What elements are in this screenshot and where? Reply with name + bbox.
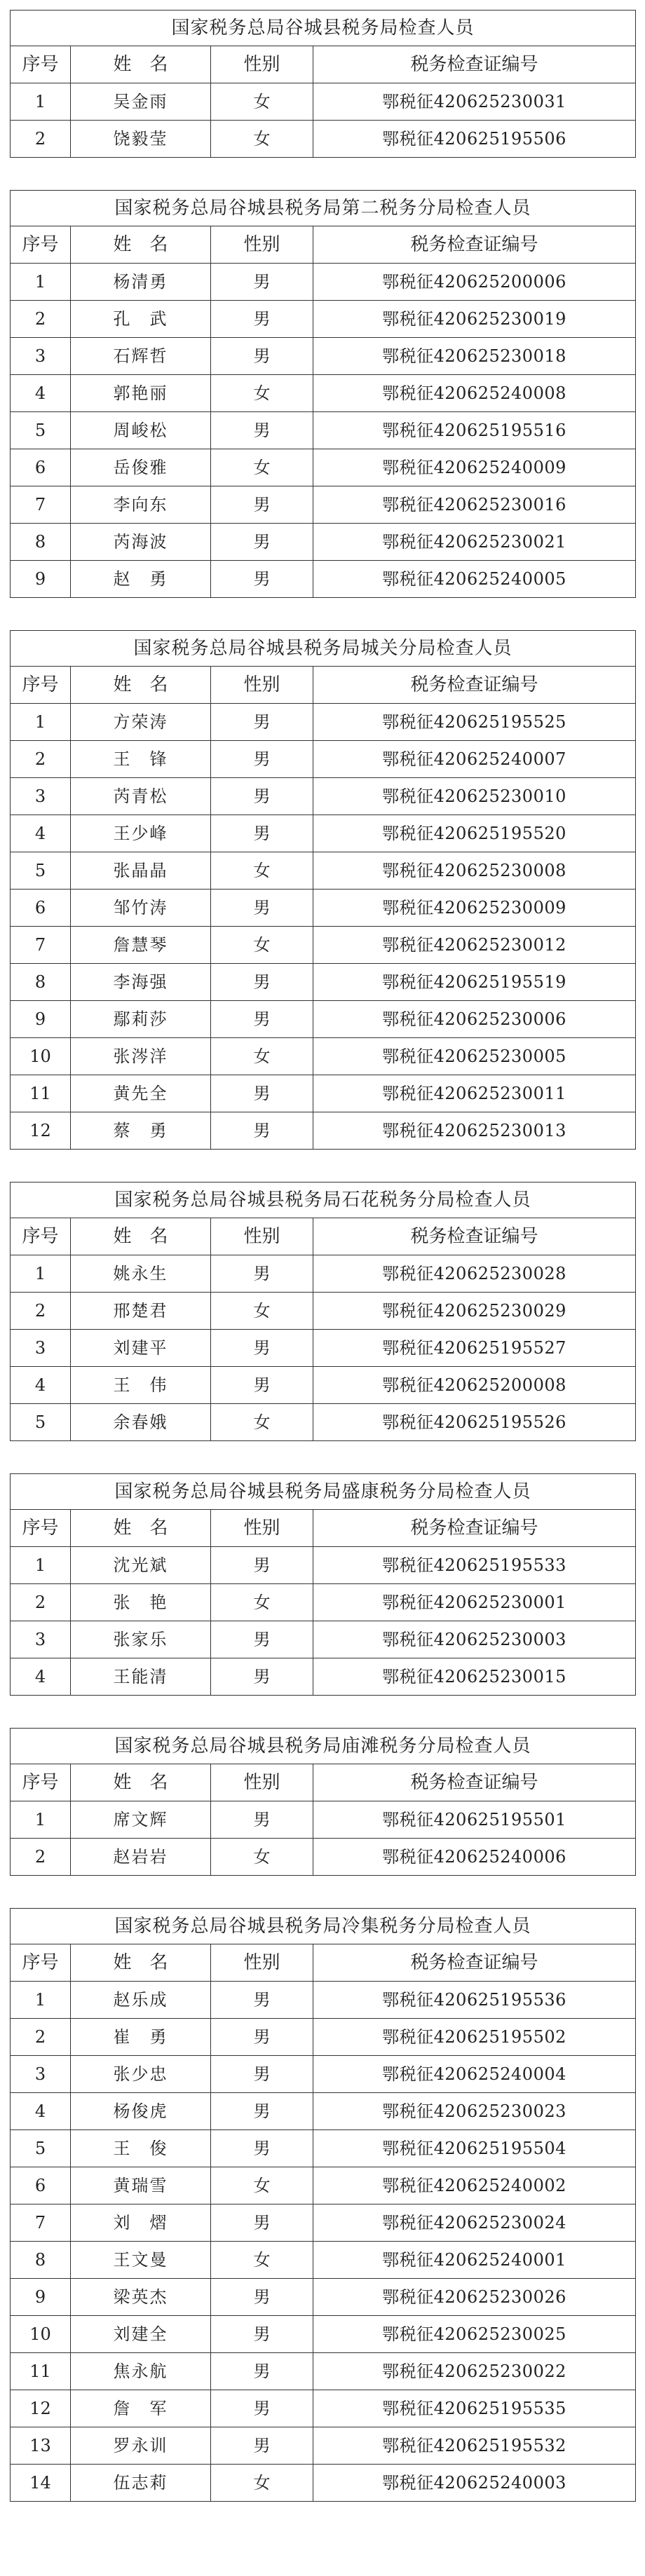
- table-row: [11, 1330, 636, 1367]
- header-name: 姓 名: [71, 667, 211, 704]
- header-cert: 税务检查证编号: [313, 1510, 636, 1547]
- row-cert-number: 鄂税征420625230018: [313, 338, 636, 375]
- row-name: 饶毅莹: [71, 121, 211, 158]
- header-cert: 税务检查证编号: [313, 1944, 636, 1982]
- header-no: 序号: [11, 667, 71, 704]
- row-no: 12: [11, 2390, 71, 2427]
- row-no: 2: [11, 2019, 71, 2056]
- row-gender: 女: [211, 2242, 313, 2279]
- row-cert-number: 鄂税征420625230028: [313, 1255, 636, 1293]
- header-cert: 税务检查证编号: [313, 1764, 636, 1801]
- row-gender: 女: [211, 1293, 313, 1330]
- table-row: [11, 1621, 636, 1658]
- row-name: 邹竹涛: [71, 890, 211, 927]
- row-name: 邢楚君: [71, 1293, 211, 1330]
- row-gender: 男: [211, 1982, 313, 2019]
- row-no: 4: [11, 2093, 71, 2130]
- header-name: 姓 名: [71, 1764, 211, 1801]
- row-name: 焦永航: [71, 2353, 211, 2390]
- table-row: [11, 2353, 636, 2390]
- header-no: 序号: [11, 1510, 71, 1547]
- row-no: 5: [11, 852, 71, 890]
- row-cert-number: 鄂税征420625230019: [313, 301, 636, 338]
- row-gender: 男: [211, 1658, 313, 1696]
- row-gender: 男: [211, 524, 313, 561]
- header-name: 姓 名: [71, 226, 211, 264]
- row-cert-number: 鄂税征420625195520: [313, 815, 636, 852]
- row-name: 罗永训: [71, 2427, 211, 2465]
- row-name: 李海强: [71, 964, 211, 1001]
- row-no: 7: [11, 2204, 71, 2242]
- row-no: 3: [11, 338, 71, 375]
- row-cert-number: 鄂税征420625230012: [313, 927, 636, 964]
- row-cert-number: 鄂税征420625195526: [313, 1404, 636, 1441]
- row-no: 14: [11, 2465, 71, 2502]
- row-gender: 男: [211, 1112, 313, 1150]
- row-cert-number: 鄂税征420625200008: [313, 1367, 636, 1404]
- header-gender: 性别: [211, 1510, 313, 1547]
- row-cert-number: 鄂税征420625240003: [313, 2465, 636, 2502]
- row-name: 席文辉: [71, 1801, 211, 1839]
- row-name: 石辉哲: [71, 338, 211, 375]
- table-row: [11, 815, 636, 852]
- row-name: 芮海波: [71, 524, 211, 561]
- row-name: 刘建全: [71, 2316, 211, 2353]
- row-name: 赵 勇: [71, 561, 211, 598]
- table-row: [11, 83, 636, 121]
- header-no: 序号: [11, 1218, 71, 1255]
- row-no: 10: [11, 2316, 71, 2353]
- table-row: [11, 412, 636, 449]
- table-row: [11, 449, 636, 486]
- row-cert-number: 鄂税征420625230023: [313, 2093, 636, 2130]
- header-gender: 性别: [211, 667, 313, 704]
- row-cert-number: 鄂税征420625240008: [313, 375, 636, 412]
- row-gender: 女: [211, 449, 313, 486]
- row-gender: 女: [211, 375, 313, 412]
- row-gender: 男: [211, 815, 313, 852]
- header-name: 姓 名: [71, 1944, 211, 1982]
- section-table: [10, 1473, 636, 1696]
- table-row: [11, 1112, 636, 1150]
- header-gender: 性别: [211, 1944, 313, 1982]
- row-no: 4: [11, 375, 71, 412]
- row-gender: 男: [211, 1001, 313, 1038]
- row-cert-number: 鄂税征420625230015: [313, 1658, 636, 1696]
- row-gender: 女: [211, 2465, 313, 2502]
- row-gender: 男: [211, 1330, 313, 1367]
- section-title-row: [11, 11, 636, 46]
- header-name: 姓 名: [71, 1510, 211, 1547]
- row-cert-number: 鄂税征420625240006: [313, 1839, 636, 1876]
- section-title: 国家税务总局谷城县税务局石花税务分局检查人员: [11, 1183, 636, 1218]
- row-no: 2: [11, 1584, 71, 1621]
- row-no: 12: [11, 1112, 71, 1150]
- table-row: [11, 486, 636, 524]
- header-no: 序号: [11, 226, 71, 264]
- table-row: [11, 1255, 636, 1293]
- row-cert-number: 鄂税征420625230010: [313, 778, 636, 815]
- row-gender: 男: [211, 561, 313, 598]
- table-row: [11, 927, 636, 964]
- row-cert-number: 鄂税征420625195504: [313, 2130, 636, 2167]
- table-row: [11, 852, 636, 890]
- header-row: [11, 667, 636, 704]
- row-name: 刘 熠: [71, 2204, 211, 2242]
- row-no: 5: [11, 412, 71, 449]
- row-cert-number: 鄂税征420625240001: [313, 2242, 636, 2279]
- row-cert-number: 鄂税征420625195533: [313, 1547, 636, 1584]
- row-no: 11: [11, 2353, 71, 2390]
- row-no: 1: [11, 1255, 71, 1293]
- row-gender: 男: [211, 301, 313, 338]
- section-table: [10, 1182, 636, 1441]
- row-name: 杨俊虎: [71, 2093, 211, 2130]
- row-name: 伍志莉: [71, 2465, 211, 2502]
- table-row: [11, 1658, 636, 1696]
- row-name: 岳俊雅: [71, 449, 211, 486]
- row-no: 9: [11, 2279, 71, 2316]
- row-name: 姚永生: [71, 1255, 211, 1293]
- header-cert: 税务检查证编号: [313, 46, 636, 83]
- table-row: [11, 964, 636, 1001]
- row-no: 2: [11, 1293, 71, 1330]
- row-gender: 男: [211, 486, 313, 524]
- row-no: 1: [11, 1982, 71, 2019]
- row-name: 郭艳丽: [71, 375, 211, 412]
- row-gender: 男: [211, 1621, 313, 1658]
- row-name: 詹 军: [71, 2390, 211, 2427]
- header-no: 序号: [11, 46, 71, 83]
- row-cert-number: 鄂税征420625240005: [313, 561, 636, 598]
- row-gender: 男: [211, 412, 313, 449]
- table-row: [11, 2316, 636, 2353]
- row-gender: 女: [211, 1404, 313, 1441]
- table-row: [11, 1982, 636, 2019]
- header-cert: 税务检查证编号: [313, 667, 636, 704]
- table-row: [11, 2242, 636, 2279]
- row-gender: 男: [211, 2019, 313, 2056]
- row-no: 5: [11, 2130, 71, 2167]
- row-name: 孔 武: [71, 301, 211, 338]
- section-table: [10, 190, 636, 598]
- row-no: 1: [11, 83, 71, 121]
- inspector-tables: [10, 10, 635, 2534]
- table-row: [11, 121, 636, 158]
- table-row: [11, 2465, 636, 2502]
- table-row: [11, 1367, 636, 1404]
- row-gender: 女: [211, 852, 313, 890]
- row-name: 王 伟: [71, 1367, 211, 1404]
- row-name: 周峻松: [71, 412, 211, 449]
- row-name: 王 俊: [71, 2130, 211, 2167]
- header-row: [11, 1510, 636, 1547]
- header-row: [11, 1944, 636, 1982]
- row-cert-number: 鄂税征420625240004: [313, 2056, 636, 2093]
- table-row: [11, 2427, 636, 2465]
- row-name: 吴金雨: [71, 83, 211, 121]
- header-row: [11, 1218, 636, 1255]
- table-row: [11, 2204, 636, 2242]
- row-gender: 男: [211, 2130, 313, 2167]
- header-gender: 性别: [211, 46, 313, 83]
- row-no: 9: [11, 1001, 71, 1038]
- row-cert-number: 鄂税征420625195525: [313, 704, 636, 741]
- table-row: [11, 1801, 636, 1839]
- row-cert-number: 鄂税征420625230011: [313, 1075, 636, 1112]
- row-name: 芮青松: [71, 778, 211, 815]
- row-gender: 男: [211, 2093, 313, 2130]
- section-title: 国家税务总局谷城县税务局检查人员: [11, 11, 636, 46]
- row-name: 鄢莉莎: [71, 1001, 211, 1038]
- table-row: [11, 778, 636, 815]
- table-row: [11, 1075, 636, 1112]
- row-cert-number: 鄂税征420625230022: [313, 2353, 636, 2390]
- row-no: 7: [11, 486, 71, 524]
- section-title-row: [11, 1474, 636, 1510]
- table-row: [11, 1839, 636, 1876]
- row-name: 张涔洋: [71, 1038, 211, 1075]
- row-gender: 男: [211, 890, 313, 927]
- row-gender: 女: [211, 121, 313, 158]
- row-cert-number: 鄂税征420625195535: [313, 2390, 636, 2427]
- row-no: 9: [11, 561, 71, 598]
- row-cert-number: 鄂税征420625230006: [313, 1001, 636, 1038]
- row-cert-number: 鄂税征420625240009: [313, 449, 636, 486]
- row-no: 6: [11, 449, 71, 486]
- table-row: [11, 1404, 636, 1441]
- row-cert-number: 鄂税征420625240007: [313, 741, 636, 778]
- row-no: 1: [11, 704, 71, 741]
- row-cert-number: 鄂税征420625230013: [313, 1112, 636, 1150]
- row-name: 余春娥: [71, 1404, 211, 1441]
- row-name: 刘建平: [71, 1330, 211, 1367]
- row-no: 3: [11, 1330, 71, 1367]
- row-gender: 男: [211, 2316, 313, 2353]
- table-row: [11, 1038, 636, 1075]
- row-gender: 男: [211, 778, 313, 815]
- row-no: 1: [11, 1547, 71, 1584]
- table-row: [11, 2167, 636, 2204]
- row-no: 10: [11, 1038, 71, 1075]
- row-cert-number: 鄂税征420625195536: [313, 1982, 636, 2019]
- row-no: 3: [11, 778, 71, 815]
- header-no: 序号: [11, 1764, 71, 1801]
- row-name: 张家乐: [71, 1621, 211, 1658]
- row-cert-number: 鄂税征420625230026: [313, 2279, 636, 2316]
- row-gender: 女: [211, 1839, 313, 1876]
- row-gender: 男: [211, 338, 313, 375]
- section-title: 国家税务总局谷城县税务局庙滩税务分局检查人员: [11, 1729, 636, 1764]
- table-row: [11, 1001, 636, 1038]
- row-gender: 女: [211, 1584, 313, 1621]
- header-gender: 性别: [211, 226, 313, 264]
- section-title: 国家税务总局谷城县税务局城关分局检查人员: [11, 631, 636, 667]
- row-name: 王能清: [71, 1658, 211, 1696]
- table-row: [11, 704, 636, 741]
- row-gender: 男: [211, 2056, 313, 2093]
- row-name: 王少峰: [71, 815, 211, 852]
- row-name: 沈光斌: [71, 1547, 211, 1584]
- table-row: [11, 375, 636, 412]
- row-cert-number: 鄂税征420625230008: [313, 852, 636, 890]
- row-no: 3: [11, 2056, 71, 2093]
- row-cert-number: 鄂税征420625230003: [313, 1621, 636, 1658]
- section-title-row: [11, 631, 636, 667]
- row-cert-number: 鄂税征420625195506: [313, 121, 636, 158]
- row-gender: 男: [211, 1255, 313, 1293]
- table-row: [11, 301, 636, 338]
- row-no: 6: [11, 2167, 71, 2204]
- row-no: 2: [11, 121, 71, 158]
- table-row: [11, 1584, 636, 1621]
- row-no: 13: [11, 2427, 71, 2465]
- row-name: 王文曼: [71, 2242, 211, 2279]
- row-gender: 男: [211, 2204, 313, 2242]
- row-gender: 男: [211, 2427, 313, 2465]
- row-gender: 男: [211, 741, 313, 778]
- row-cert-number: 鄂税征420625195501: [313, 1801, 636, 1839]
- row-name: 张 艳: [71, 1584, 211, 1621]
- header-gender: 性别: [211, 1764, 313, 1801]
- row-no: 2: [11, 741, 71, 778]
- row-cert-number: 鄂税征420625230029: [313, 1293, 636, 1330]
- section-title-row: [11, 1729, 636, 1764]
- row-cert-number: 鄂税征420625230025: [313, 2316, 636, 2353]
- row-name: 杨清勇: [71, 264, 211, 301]
- row-name: 黄先全: [71, 1075, 211, 1112]
- header-row: [11, 1764, 636, 1801]
- row-name: 赵岩岩: [71, 1839, 211, 1876]
- row-name: 蔡 勇: [71, 1112, 211, 1150]
- row-no: 7: [11, 927, 71, 964]
- table-row: [11, 2093, 636, 2130]
- section-title: 国家税务总局谷城县税务局第二税务分局检查人员: [11, 191, 636, 226]
- row-no: 1: [11, 1801, 71, 1839]
- row-gender: 女: [211, 2167, 313, 2204]
- header-gender: 性别: [211, 1218, 313, 1255]
- row-name: 张少忠: [71, 2056, 211, 2093]
- row-cert-number: 鄂税征420625230024: [313, 2204, 636, 2242]
- table-row: [11, 2130, 636, 2167]
- row-no: 4: [11, 815, 71, 852]
- row-cert-number: 鄂税征420625230016: [313, 486, 636, 524]
- table-row: [11, 2019, 636, 2056]
- header-cert: 税务检查证编号: [313, 1218, 636, 1255]
- header-row: [11, 46, 636, 83]
- table-row: [11, 2390, 636, 2427]
- section-title-row: [11, 1909, 636, 1944]
- table-row: [11, 561, 636, 598]
- row-gender: 女: [211, 83, 313, 121]
- row-cert-number: 鄂税征420625230031: [313, 83, 636, 121]
- row-cert-number: 鄂税征420625195527: [313, 1330, 636, 1367]
- header-no: 序号: [11, 1944, 71, 1982]
- row-no: 5: [11, 1404, 71, 1441]
- row-gender: 男: [211, 2279, 313, 2316]
- row-no: 8: [11, 2242, 71, 2279]
- row-gender: 男: [211, 2353, 313, 2390]
- section-table: [10, 1728, 636, 1876]
- row-no: 8: [11, 524, 71, 561]
- row-no: 2: [11, 1839, 71, 1876]
- row-cert-number: 鄂税征420625230001: [313, 1584, 636, 1621]
- row-name: 王 锋: [71, 741, 211, 778]
- section-title-row: [11, 1183, 636, 1218]
- row-cert-number: 鄂税征420625230005: [313, 1038, 636, 1075]
- row-gender: 男: [211, 964, 313, 1001]
- row-gender: 男: [211, 1075, 313, 1112]
- row-name: 梁英杰: [71, 2279, 211, 2316]
- header-row: [11, 226, 636, 264]
- row-cert-number: 鄂税征420625195516: [313, 412, 636, 449]
- row-name: 崔 勇: [71, 2019, 211, 2056]
- row-name: 黄瑞雪: [71, 2167, 211, 2204]
- row-name: 方荣涛: [71, 704, 211, 741]
- row-name: 赵乐成: [71, 1982, 211, 2019]
- table-row: [11, 1547, 636, 1584]
- row-gender: 女: [211, 927, 313, 964]
- row-cert-number: 鄂税征420625200006: [313, 264, 636, 301]
- section-table: [10, 10, 636, 158]
- row-cert-number: 鄂税征420625230021: [313, 524, 636, 561]
- row-gender: 男: [211, 1367, 313, 1404]
- row-gender: 男: [211, 2390, 313, 2427]
- row-gender: 男: [211, 1547, 313, 1584]
- row-no: 2: [11, 301, 71, 338]
- row-cert-number: 鄂税征420625230009: [313, 890, 636, 927]
- row-name: 詹慧琴: [71, 927, 211, 964]
- table-row: [11, 1293, 636, 1330]
- table-row: [11, 741, 636, 778]
- row-cert-number: 鄂税征420625195519: [313, 964, 636, 1001]
- row-no: 3: [11, 1621, 71, 1658]
- row-cert-number: 鄂税征420625195532: [313, 2427, 636, 2465]
- header-name: 姓 名: [71, 46, 211, 83]
- section-table: [10, 1908, 636, 2502]
- table-row: [11, 890, 636, 927]
- row-cert-number: 鄂税征420625240002: [313, 2167, 636, 2204]
- table-row: [11, 524, 636, 561]
- section-title: 国家税务总局谷城县税务局盛康税务分局检查人员: [11, 1474, 636, 1510]
- table-row: [11, 264, 636, 301]
- header-cert: 税务检查证编号: [313, 226, 636, 264]
- row-no: 8: [11, 964, 71, 1001]
- section-title: 国家税务总局谷城县税务局冷集税务分局检查人员: [11, 1909, 636, 1944]
- row-no: 11: [11, 1075, 71, 1112]
- header-name: 姓 名: [71, 1218, 211, 1255]
- row-no: 6: [11, 890, 71, 927]
- table-row: [11, 2279, 636, 2316]
- row-gender: 女: [211, 1038, 313, 1075]
- table-row: [11, 338, 636, 375]
- section-table: [10, 630, 636, 1150]
- row-name: 李向东: [71, 486, 211, 524]
- table-row: [11, 2056, 636, 2093]
- row-name: 张晶晶: [71, 852, 211, 890]
- section-title-row: [11, 191, 636, 226]
- row-cert-number: 鄂税征420625195502: [313, 2019, 636, 2056]
- row-no: 4: [11, 1367, 71, 1404]
- row-no: 4: [11, 1658, 71, 1696]
- row-gender: 男: [211, 1801, 313, 1839]
- row-gender: 男: [211, 704, 313, 741]
- row-no: 1: [11, 264, 71, 301]
- row-gender: 男: [211, 264, 313, 301]
